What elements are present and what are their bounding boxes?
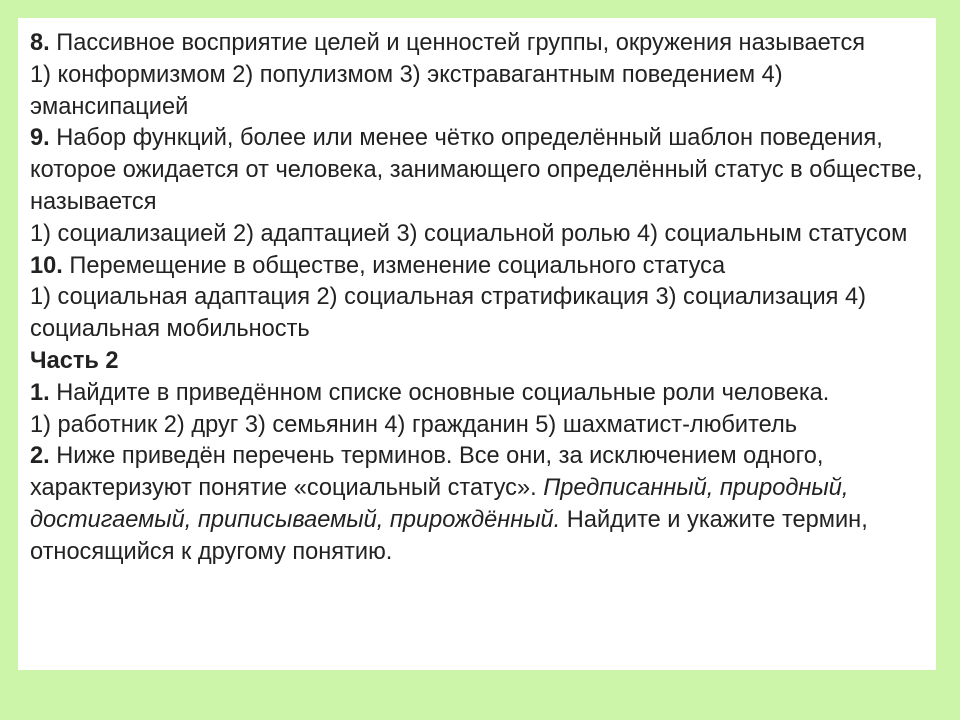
question-9-options: 1) социализацией 2) адаптацией 3) социальной ролью 4) социальным статусом (30, 220, 908, 247)
question-10-number: 10. (30, 252, 63, 279)
part2-question-1-number: 1. (30, 379, 50, 406)
part2-question-1-prompt: Найдите в приведённом списке основные социальные роли человека. (49, 379, 830, 406)
question-8-text (30, 28, 924, 60)
part2-question-2-text (30, 441, 924, 568)
question-8-options: 1) конформизмом 2) популизмом 3) экстравагантным поведением 4) эмансипацией (30, 61, 783, 120)
part2-question-2-instruction: Найдите и укажите термин, относящийся к другому понятию. (30, 506, 868, 565)
part2-question-1-text (30, 378, 924, 410)
question-9-text (30, 123, 924, 218)
question-10-options: 1) социальная адаптация 2) социальная стратификация 3) социализация 4) социальная мобильность (30, 284, 866, 343)
question-9-number: 9. (30, 125, 50, 152)
question-8-number: 8. (30, 30, 50, 56)
part2-question-2-terms: Предписанный, природный, достигаемый, приписываемый, прирождённый. (30, 475, 849, 533)
part2-question-1-options: 1) работник 2) друг 3) семьянин 4) гражданин 5) шахматист-любитель (30, 411, 798, 438)
part2-question-2-number: 2. (30, 443, 50, 470)
part-2-heading: Часть 2 (30, 347, 119, 374)
question-8-prompt: Пассивное восприятие целей и ценностей группы, окружения называется (49, 30, 866, 56)
question-10-prompt: Перемещение в обществе, изменение социального статуса (62, 252, 726, 279)
question-10-text (30, 251, 924, 283)
part2-question-2-prompt: Ниже приведён перечень терминов. Все они, за исключением одного, характеризуют понятие «социальный статус». (30, 443, 824, 502)
content-panel (18, 18, 936, 670)
question-9-prompt: Набор функций, более или менее чётко определённый шаблон поведения, которое ожидается от человека, занимающего определённый статус в обществе, называется (30, 125, 923, 215)
